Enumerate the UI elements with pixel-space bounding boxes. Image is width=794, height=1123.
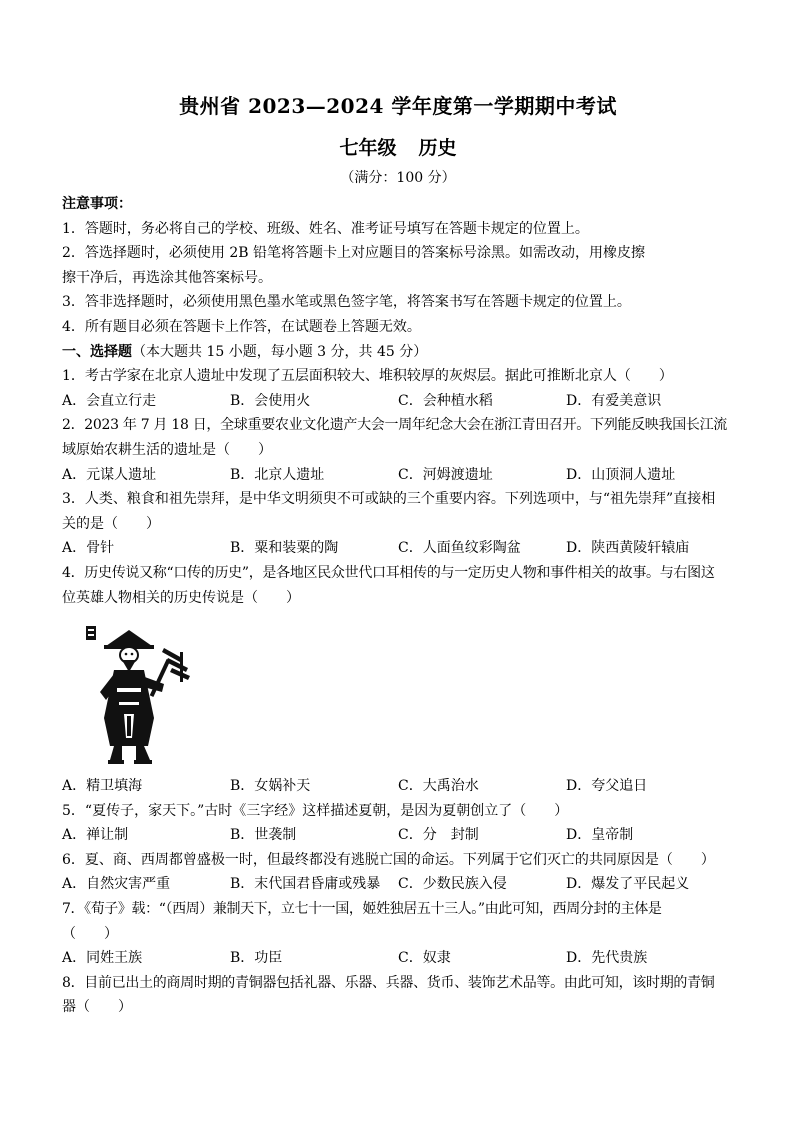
option: C．会种植水稻 [398, 392, 493, 409]
question-stem: 域原始农耕生活的遗址是（ ） [62, 441, 272, 458]
option: A．骨针 [62, 540, 115, 557]
option: B．会使用火 [230, 392, 311, 409]
option: D．皇帝制 [566, 827, 634, 844]
option: C．少数民族入侵 [398, 876, 507, 893]
note-item: 2．答选择题时，必须使用 2B 铅笔将答题卡上对应题目的答案标号涂黑。如需改动，用橡皮擦 [62, 245, 646, 262]
subject-label: 历史 [418, 137, 457, 159]
note-item: 擦干净后，再选涂其他答案标号。 [62, 269, 272, 286]
option: B．世袭制 [230, 827, 297, 844]
option: C．奴隶 [398, 950, 451, 967]
option: A．会直立行走 [62, 392, 157, 409]
note-item: 1．答题时，务必将自己的学校、班级、姓名、准考证号填写在答题卡规定的位置上。 [62, 220, 589, 237]
note-item: 4．所有题目必须在答题卡上作答，在试题卷上答题无效。 [62, 318, 421, 335]
option: B．北京人遗址 [230, 466, 325, 483]
question-stem: （ ） [62, 925, 118, 942]
option: B．女娲补天 [230, 778, 311, 795]
question-options [62, 536, 734, 561]
option: A．元谋人遗址 [62, 466, 157, 483]
option: D．陕西黄陵轩辕庙 [566, 540, 690, 557]
exam-title: 贵州省 2023—2024 学年度第一学期期中考试 [179, 94, 617, 118]
option: C．分 封制 [398, 827, 479, 844]
option: D．先代贵族 [566, 950, 648, 967]
question-stem: 器（ ） [62, 999, 132, 1016]
grade-label: 七年级 [339, 137, 397, 159]
exam-subtitle [62, 134, 734, 162]
yu-the-great-illustration-icon [84, 618, 194, 768]
option: B．功臣 [230, 950, 283, 967]
question-stem: 位英雄人物相关的历史传说是（ ） [62, 589, 300, 606]
option: D．山顶洞人遗址 [566, 466, 676, 483]
option: B．末代国君昏庸或残暴 [230, 876, 381, 893]
section-heading [62, 340, 734, 365]
option: B．粟和装粟的陶 [230, 540, 339, 557]
option: A．禅让制 [62, 827, 129, 844]
section-label: 一、选择题 [62, 343, 132, 360]
question-stem: 3．人类、粮食和祖先崇拜，是中华文明须臾不可或缺的三个重要内容。下列选项中，与“祖先崇拜”直接相 [62, 491, 716, 508]
question-options [62, 823, 734, 848]
question-stem: 关的是（ ） [62, 515, 160, 532]
question-stem: 1．考古学家在北京人遗址中发现了五层面积较大、堆积较厚的灰烬层。据此可推断北京人（ ） [62, 368, 673, 385]
question-stem: 4．历史传说又称“口传的历史”，是各地区民众世代口耳相传的与一定历史人物和事件相关的故事。与右图这 [62, 564, 715, 581]
question-options [62, 946, 734, 971]
option: A．自然灾害严重 [62, 876, 171, 893]
question-stem: 6．夏、商、西周都曾盛极一时，但最终都没有逃脱亡国的命运。下列属于它们灭亡的共同原因是（ ） [62, 851, 715, 868]
question-options [62, 872, 734, 897]
exam-page [62, 92, 734, 1020]
option: D．爆发了平民起义 [566, 876, 690, 893]
question-stem: 7．《荀子》载：“（西周）兼制天下，立七十一国，姬姓独居五十三人。”由此可知，西周分封的主体是 [62, 901, 662, 918]
full-score: （满分：100 分） [340, 170, 456, 186]
question-stem: 5．“夏传子，家天下。”古时《三字经》这样描述夏朝，是因为夏朝创立了（ ） [62, 802, 569, 819]
option: C．河姆渡遗址 [398, 466, 493, 483]
question-options [62, 389, 734, 414]
option: C．大禹治水 [398, 778, 479, 795]
question-stem: 8．目前已出土的商周时期的青铜器包括礼器、乐器、兵器、货币、装饰艺术品等。由此可知，该时期的青铜 [62, 974, 715, 991]
question-options [62, 463, 734, 488]
note-item: 3．答非选择题时，必须使用黑色墨水笔或黑色签字笔，将答案书写在答题卡规定的位置上。 [62, 294, 631, 311]
option: D．夸父追日 [566, 778, 648, 795]
section-desc: （本大题共 15 小题，每小题 3 分，共 45 分） [132, 343, 428, 360]
option: C．人面鱼纹彩陶盆 [398, 540, 521, 557]
question-options [62, 774, 734, 799]
option: A．精卫填海 [62, 778, 143, 795]
question-stem: 2．2023 年 7 月 18 日，全球重要农业文化遗产大会一周年纪念大会在浙江青田召开。下列能反映我国长江流 [62, 417, 728, 434]
notes-heading: 注意事项： [62, 196, 132, 212]
option: A．同姓王族 [62, 950, 143, 967]
option: D．有爱美意识 [566, 392, 662, 409]
